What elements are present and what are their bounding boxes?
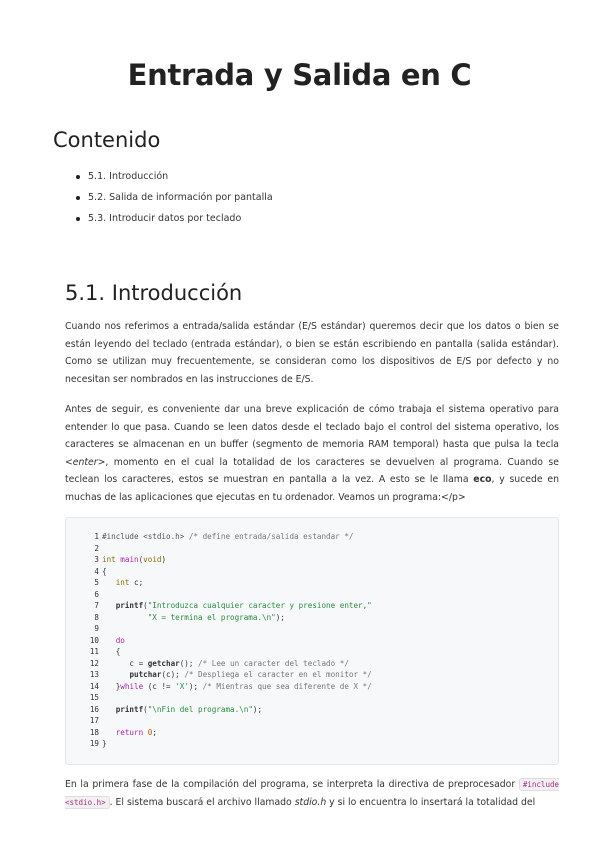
- code-block: [65, 517, 559, 765]
- line-number: 6: [94, 589, 99, 599]
- code-line: 10 do: [71, 635, 125, 647]
- filename-text: stdio.h: [294, 796, 327, 808]
- toc-link-salida[interactable]: 5.2. Salida de información por pantalla: [88, 192, 273, 203]
- code-line: [71, 543, 102, 555]
- line-number: 15: [89, 693, 99, 702]
- code-line: 16 printf("\nFin del programa.\n");: [71, 704, 262, 716]
- code-line: 13 putchar(c); /* Despliega el caracter en el monitor */: [71, 669, 372, 681]
- toc-item: [88, 212, 273, 233]
- line-number: 11: [89, 647, 99, 656]
- line-number: 18: [89, 727, 99, 737]
- toc-heading: Contenido: [53, 128, 161, 152]
- line-number: 19: [89, 739, 99, 748]
- code-line: 14 }while (c != 'X'); /* Mientras que sea diferente de X */: [71, 681, 372, 693]
- code-line: 12 c = getchar(); /* Lee un caracter del teclado */: [71, 658, 349, 670]
- inline-code-include: #include <stdio.h>: [65, 780, 559, 807]
- code-line: 19 }: [71, 738, 107, 750]
- code-line: 5 int c;: [71, 577, 143, 589]
- code-line: 3 int main(void): [71, 554, 166, 566]
- code-line: 4 {: [71, 566, 107, 578]
- paragraph-intro: Cuando nos referimos a entrada/salida estándar (E/S estándar) queremos decir que los datos o bien se están leyendo del teclado (entrada estándar), o bien se están escribiendo en pantalla (salida estándar). Como se utilizan muy frecuentemente, se consideran como los dispositivos de E/S por defecto y no necesitan ser nombrados en las instrucciones de E/S.: [65, 321, 559, 385]
- line-number: 7: [94, 601, 99, 610]
- code-line: 11 {: [71, 646, 120, 658]
- code-line: [71, 623, 102, 635]
- code-line: [71, 589, 102, 601]
- code-line: 18 return 0;: [71, 727, 157, 739]
- section-heading: 5.1. Introducción: [65, 281, 243, 305]
- line-number: 8: [94, 612, 99, 622]
- code-line: [71, 692, 102, 704]
- line-number: 1: [94, 532, 99, 541]
- toc-link-introduccion[interactable]: 5.1. Introducción: [88, 171, 169, 182]
- line-number: 3: [94, 555, 99, 564]
- line-number: 17: [89, 716, 99, 725]
- paragraph-buffer: Antes de seguir, es conveniente dar una breve explicación de cómo trabaja el sistema operativo para entender lo que pasa. Cuando se leen datos desde el teclado bajo el control del sistema operativo, los caracteres se almacenan en un buffer (segmento de memoria RAM temporal) hasta que pulsa la tecla <enter>, momento en el cual la totalidad de los caracteres se devuelven al programa. Cuando se teclean los caracteres, estos se muestran en pantalla a la vez. A esto se le llama eco, y sucede en muchas de las aplicaciones que ejecutas en tu ordenador. Veamos un programa:</p>: [65, 404, 559, 503]
- paragraph-compilation: En la primera fase de la compilación del programa, se interpreta la directiva de preprocesador #include <stdio.h> . El sistema buscará el archivo llamado stdio.h y si lo encuentra lo insertará la totalidad del: [65, 779, 559, 808]
- enter-key-text: <enter>: [65, 456, 106, 468]
- toc-item: [88, 191, 273, 212]
- toc-item: [88, 170, 273, 191]
- line-number: 10: [89, 635, 99, 645]
- code-line: 1 #include <stdio.h> /* define entrada/salida estandar */: [71, 531, 353, 543]
- line-number: 16: [89, 704, 99, 714]
- line-number: 4: [94, 566, 99, 576]
- line-number: 5: [94, 578, 99, 587]
- eco-term: eco: [473, 474, 492, 486]
- table-of-contents: [88, 170, 273, 233]
- line-number: 14: [89, 681, 99, 691]
- line-number: 9: [94, 624, 99, 633]
- line-number: 2: [94, 543, 99, 553]
- line-number: 12: [89, 658, 99, 668]
- code-line: [71, 715, 102, 727]
- toc-link-entrada[interactable]: 5.3. Introducir datos por teclado: [88, 213, 242, 224]
- line-number: 13: [89, 670, 99, 679]
- code-line: 7 printf("Introduzca cualquier caracter y presione enter,": [71, 600, 372, 612]
- page-title: Entrada y Salida en C: [127, 58, 472, 92]
- code-line: 8 "X = termina el programa.\n");: [71, 612, 285, 624]
